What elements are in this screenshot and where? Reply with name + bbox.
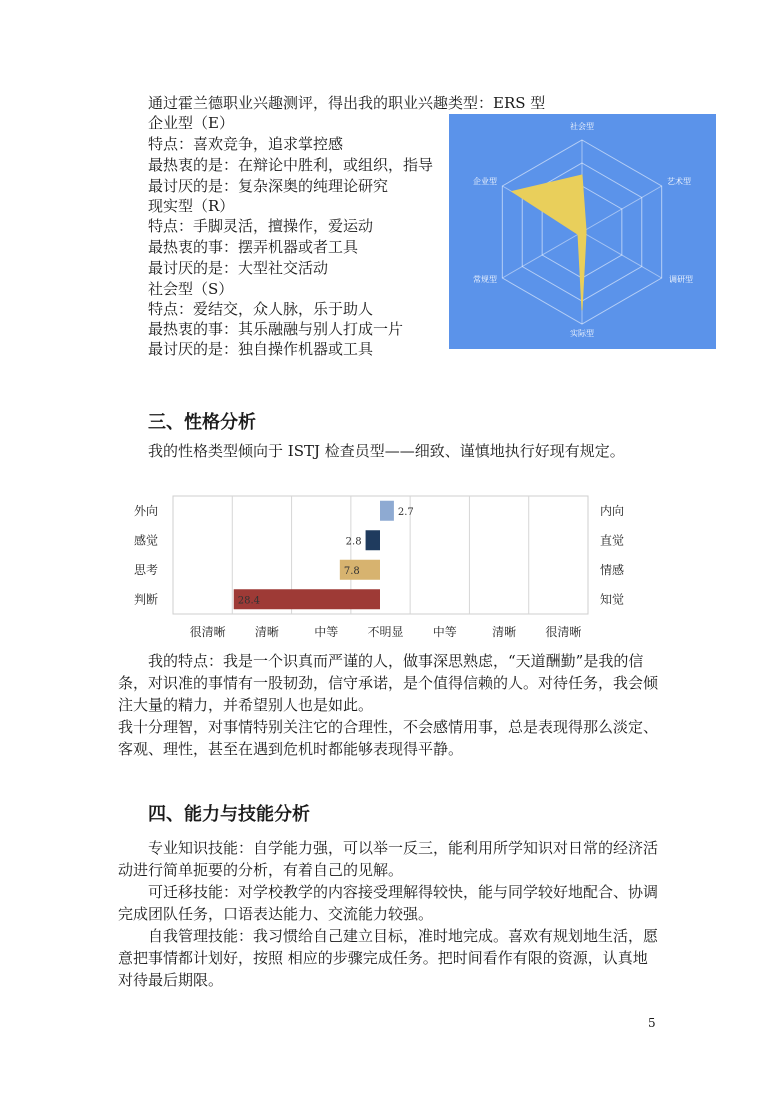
mbti-left-label: 思考 <box>133 562 158 577</box>
mbti-value-label: 2.7 <box>397 506 414 518</box>
mbti-axis-label: 清晰 <box>492 625 517 639</box>
interest-line: 特点：手脚灵活，擅操作，爱运动 <box>148 217 374 235</box>
mbti-bar <box>380 501 394 521</box>
mbti-right-label: 直觉 <box>600 533 625 548</box>
section4-para3: 自我管理技能：我习惯给自己建立目标，准时地完成。喜欢有规划地生活，愿意把事情都计划好，按照 相应的步骤完成任务。把时间看作有限的资源，认真地对待最后期限。 <box>118 927 659 989</box>
mbti-axis-label: 不明显 <box>367 625 404 639</box>
interest-line: 最热衷的事：摆弄机器或者工具 <box>148 238 359 256</box>
radar-axis-label: 常规型 <box>473 275 497 284</box>
interest-line: 社会型（S） <box>148 280 234 298</box>
section3-para1: 我的特点：我是一个识真而严谨的人，做事深思熟虑，“天道酬勤”是我的信条，对识准的事情有一股韧劲，信守承诺，是个值得信赖的人。对待任务，我会倾注大量的精力，并希望别人也是如此。 <box>118 652 659 714</box>
interest-line: 最讨厌的是：大型社交活动 <box>148 259 329 277</box>
section4-para2: 可迁移技能：对学校教学的内容接受理解得较快，能与同学较好地配合、协调完成团队任务，口语表达能力、交流能力较强。 <box>118 883 659 923</box>
interest-line: 现实型（R） <box>148 197 235 215</box>
interest-line: 最热衷的事：其乐融融与别人打成一片 <box>148 320 404 338</box>
mbti-left-label: 外向 <box>133 503 158 518</box>
mbti-axis-label: 很清晰 <box>545 625 582 639</box>
mbti-bar <box>366 530 380 550</box>
radar-axis-label: 实际型 <box>570 329 594 338</box>
radar-svg <box>449 114 716 349</box>
interest-intro: 通过霍兰德职业兴趣测评，得出我的职业兴趣类型：ERS 型 <box>148 94 546 112</box>
mbti-right-label: 内向 <box>600 503 625 518</box>
radar-axis-label: 社会型 <box>570 122 594 131</box>
mbti-right-label: 情感 <box>600 562 625 577</box>
radar-axis-label: 调研型 <box>669 275 693 284</box>
mbti-axis-label: 很清晰 <box>189 625 226 639</box>
mbti-axis-label: 中等 <box>314 625 339 639</box>
interest-line: 特点：喜欢竞争，追求掌控感 <box>148 135 344 153</box>
section3-summary: 我的性格类型倾向于 ISTJ 检查员型——细致、谨慎地执行好现有规定。 <box>148 442 625 460</box>
section4-heading: 四、能力与技能分析 <box>148 804 310 825</box>
radar-axis-label: 企业型 <box>473 177 497 186</box>
mbti-left-label: 感觉 <box>133 533 158 548</box>
mbti-right-label: 知觉 <box>600 592 625 607</box>
section3-para2: 我十分理智，对事情特别关注它的合理性，不会感情用事，总是表现得那么淡定、客观、理性，甚至在遇到危机时都能够表现得平静。 <box>118 718 659 758</box>
mbti-axis-label: 清晰 <box>254 625 279 639</box>
holland-radar-chart <box>449 114 716 349</box>
page-number: 5 <box>648 1016 656 1030</box>
radar-axis-label: 艺术型 <box>667 177 691 186</box>
mbti-value-label: 2.8 <box>345 536 362 548</box>
mbti-chart <box>118 490 638 640</box>
section3-heading: 三、性格分析 <box>148 412 256 433</box>
interest-line: 最讨厌的是：独自操作机器或工具 <box>148 340 374 358</box>
interest-line: 特点：爱结交，众人脉，乐于助人 <box>148 300 374 318</box>
mbti-left-label: 判断 <box>133 592 158 607</box>
section4-para1: 专业知识技能：自学能力强，可以举一反三，能利用所学知识对日常的经济活动进行简单扼要的分析，有着自己的见解。 <box>118 839 659 879</box>
mbti-axis-label: 中等 <box>432 625 457 639</box>
mbti-value-label: 7.8 <box>343 565 360 577</box>
mbti-svg <box>118 490 638 640</box>
mbti-value-label: 28.4 <box>237 595 261 607</box>
interest-line: 最讨厌的是：复杂深奥的纯理论研究 <box>148 177 389 195</box>
interest-line: 企业型（E） <box>148 114 234 132</box>
interest-line: 最热衷的是：在辩论中胜利，或组织，指导 <box>148 156 434 174</box>
